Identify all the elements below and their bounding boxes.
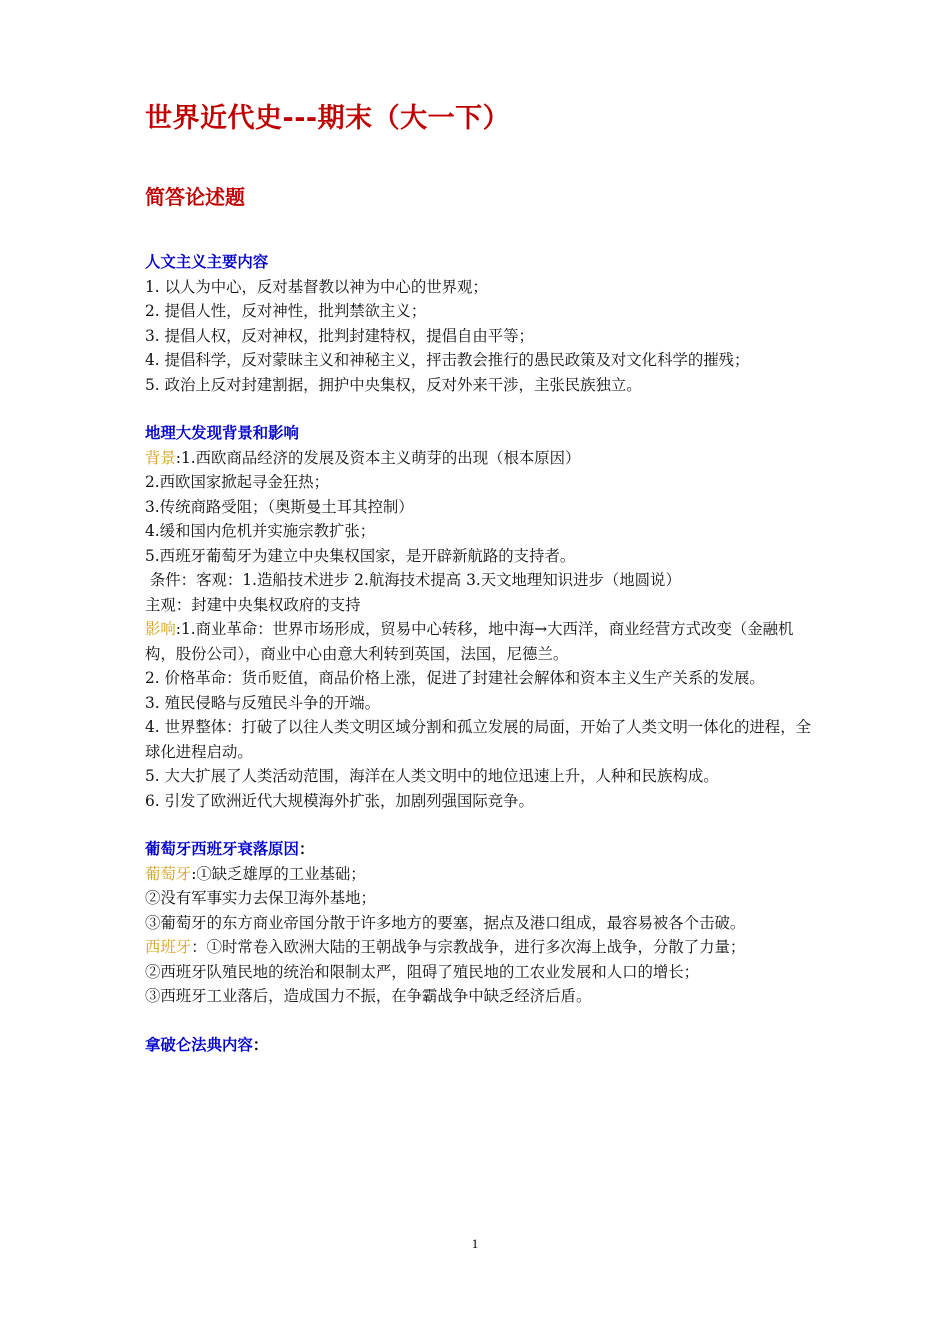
impact-first-text: :1.商业革命：世界市场形成，贸易中心转移，地中海→大西洋，商业经营方式改变（金融机构，股份公司），商业中心由意大利转到英国，法国，尼德兰。 xyxy=(145,620,794,663)
humanism-line: 4. 提倡科学，反对蒙昧主义和神秘主义，抨击教会推行的愚民政策及对文化科学的摧残； xyxy=(145,351,750,369)
impact-line: 2. 价格革命：货币贬值，商品价格上涨，促进了封建社会解体和资本主义生产关系的发展。 xyxy=(145,669,765,687)
background-line: 3.传统商路受阻；（奥斯曼土耳其控制） xyxy=(145,497,414,516)
napoleon-section xyxy=(145,1033,815,1058)
background-line: 条件：客观：1.造船技术进步 2.航海技术提高 3.天文地理知识进步（地圆说） xyxy=(145,571,681,589)
impact-line: 5. 大大扩展了人类活动范围，海洋在人类文明中的地位迅速上升，人种和民族构成。 xyxy=(145,767,719,785)
section-subtitle: 简答论述题 xyxy=(145,185,245,209)
background-label: 背景 xyxy=(145,448,176,467)
background-first-text: :1.西欧商品经济的发展及资本主义萌芽的出现（根本原因） xyxy=(175,448,581,467)
impact-first-line xyxy=(145,617,815,666)
impact-line: 4. 世界整体：打破了以往人类文明区域分割和孤立发展的局面，开始了人类文明一体化的进程，全球化进程启动。 xyxy=(145,718,811,761)
spain-first-text: ：①时常卷入欧洲大陆的王朝战争与宗教战争，进行多次海上战争，分散了力量； xyxy=(191,938,746,956)
humanism-line: 2. 提倡人性，反对神性，批判禁欲主义； xyxy=(145,302,427,320)
document-body xyxy=(145,250,815,1081)
portugal-label: 葡萄牙 xyxy=(145,864,192,883)
portugal-first-text: :①缺乏雄厚的工业基础； xyxy=(191,864,366,883)
decline-section xyxy=(145,837,815,1009)
background-first-line xyxy=(145,446,815,471)
impact-line: 3. 殖民侵略与反殖民斗争的开端。 xyxy=(145,693,381,712)
humanism-section xyxy=(145,250,815,397)
portugal-first-line xyxy=(145,862,815,887)
discovery-heading: 地理大发现背景和影响 xyxy=(145,424,299,442)
napoleon-heading-colon: ： xyxy=(252,1035,269,1054)
discovery-section xyxy=(145,421,815,813)
document-title: 世界近代史---期末（大一下） xyxy=(145,103,511,134)
background-line: 5.西班牙葡萄牙为建立中央集权国家，是开辟新航路的支持者。 xyxy=(145,546,576,565)
page-number: 1 xyxy=(471,1236,479,1251)
background-line: 主观：封建中央集权政府的支持 xyxy=(145,595,361,614)
humanism-line: 5. 政治上反对封建割据，拥护中央集权，反对外来干涉，主张民族独立。 xyxy=(145,375,642,394)
decline-heading xyxy=(145,837,815,862)
decline-heading-text: 葡萄牙西班牙衰落原因 xyxy=(145,840,299,858)
background-line: 2.西欧国家掀起寻金狂热； xyxy=(145,473,329,491)
portugal-line: ③葡萄牙的东方商业帝国分散于许多地方的要塞，据点及港口组成，最容易被各个击破。 xyxy=(145,913,746,932)
humanism-line: 1. 以人为中心，反对基督教以神为中心的世界观； xyxy=(145,277,488,296)
humanism-heading: 人文主义主要内容 xyxy=(145,253,269,271)
napoleon-heading xyxy=(145,1033,815,1058)
background-line: 4.缓和国内危机并实施宗教扩张； xyxy=(145,522,376,540)
portugal-line: ②没有军事实力去保卫海外基地； xyxy=(145,889,376,907)
spain-line: ③西班牙工业落后，造成国力不振，在争霸战争中缺乏经济后盾。 xyxy=(145,987,592,1005)
impact-line: 6. 引发了欧洲近代大规模海外扩张，加剧列强国际竞争。 xyxy=(145,791,534,810)
decline-heading-colon: ： xyxy=(298,840,315,858)
spain-first-line xyxy=(145,935,815,960)
napoleon-heading-text: 拿破仑法典内容 xyxy=(145,1035,253,1054)
impact-label: 影响 xyxy=(145,620,176,638)
spain-line: ②西班牙队殖民地的统治和限制太严，阻碍了殖民地的工农业发展和人口的增长； xyxy=(145,962,700,981)
spain-label: 西班牙 xyxy=(145,938,192,956)
humanism-line: 3. 提倡人权，反对神权，批判封建特权，提倡自由平等； xyxy=(145,326,534,345)
